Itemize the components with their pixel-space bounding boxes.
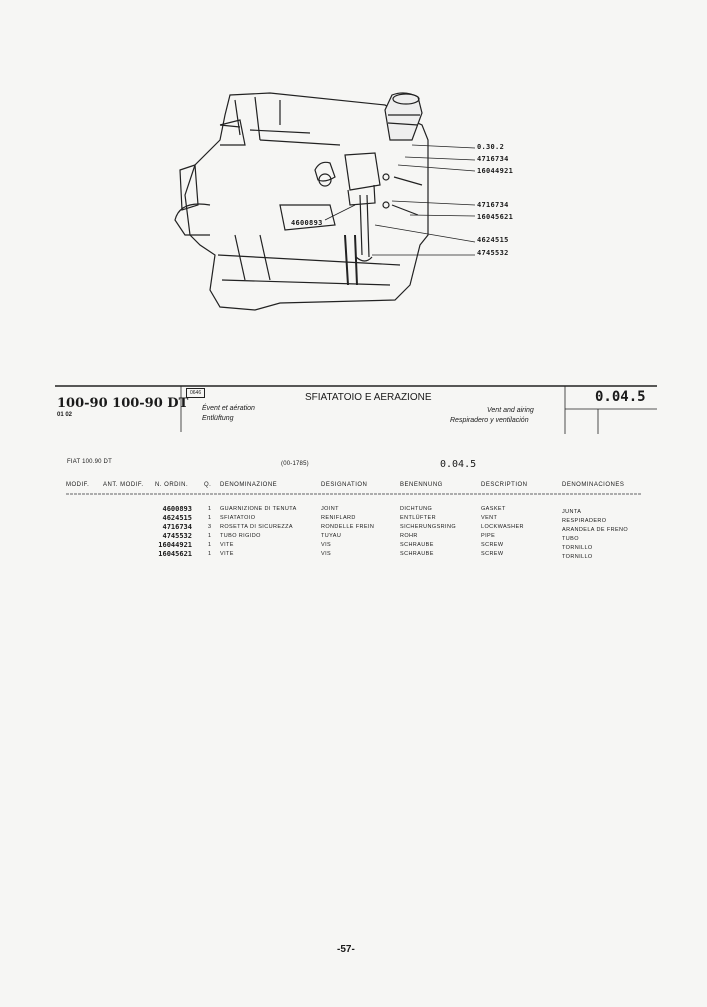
model-title: 100-90 100-90 DT — [57, 396, 189, 411]
desc-en: SCREW — [481, 542, 504, 548]
desc-es: JUNTA — [562, 509, 582, 515]
desc-fr: VIS — [321, 542, 332, 548]
desc-de: DICHTUNG — [400, 506, 433, 512]
desc-en: GASKET — [481, 506, 506, 512]
desc-fr: VIS — [321, 551, 332, 557]
page-number: -57- — [337, 944, 355, 955]
callout-label: 16045621 — [477, 213, 514, 221]
callout-label: 0.30.2 — [477, 143, 505, 151]
qty: 1 — [208, 515, 212, 521]
col-de: BENENNUNG — [400, 482, 443, 488]
page-title: SFIATATOIO E AERAZIONE — [305, 392, 432, 403]
desc-es: TORNILLO — [562, 545, 593, 551]
part-number: 16045621 — [158, 550, 192, 558]
subtitle-es: Respiradero y ventilación — [450, 417, 529, 424]
col-it: DENOMINAZIONE — [220, 482, 278, 488]
desc-en: PIPE — [481, 533, 496, 539]
desc-de: ROHR — [400, 533, 418, 539]
engine-diagram — [160, 85, 480, 325]
qty: 1 — [208, 542, 212, 548]
desc-en: SCREW — [481, 551, 504, 557]
desc-es: RESPIRADERO — [562, 518, 607, 524]
qty: 1 — [208, 551, 212, 557]
col-en: DESCRIPTION — [481, 482, 528, 488]
col-modif: MODIF. — [66, 482, 90, 488]
desc-es: TORNILLO — [562, 554, 593, 560]
col-qty: Q. — [204, 482, 212, 488]
group-ref: 0.04.5 — [440, 459, 477, 470]
col-ant-modif: ANT. MODIF. — [103, 482, 144, 488]
desc-de: SCHRAUBE — [400, 551, 434, 557]
section-code: 0646 — [186, 388, 205, 398]
table-rule — [0, 490, 707, 500]
desc-it: ROSETTA DI SICUREZZA — [220, 524, 293, 530]
callout-label: 4600893 — [291, 219, 323, 227]
subtitle-de: Entlüftung — [202, 415, 234, 422]
col-n-ordin: N. ORDIN. — [155, 482, 189, 488]
callout-label: 4716734 — [477, 201, 509, 209]
callout-label: 4716734 — [477, 155, 509, 163]
subtitle-en: Vent and airing — [487, 407, 534, 414]
desc-de: SICHERUNGSRING — [400, 524, 457, 530]
model-subtitle: 01 02 — [57, 412, 73, 418]
part-number: 4600893 — [162, 505, 192, 513]
desc-fr: TUYAU — [321, 533, 342, 539]
qty: 1 — [208, 506, 212, 512]
desc-it: VITE — [220, 551, 234, 557]
callout-label: 16044921 — [477, 167, 514, 175]
desc-fr: RENIFLARD — [321, 515, 356, 521]
desc-fr: RONDELLE FREIN — [321, 524, 375, 530]
desc-es: TUBO — [562, 536, 579, 542]
desc-es: ARANDELA DE FRENO — [562, 527, 629, 533]
desc-it: VITE — [220, 542, 234, 548]
subtitle-fr: Évent et aération — [202, 405, 255, 412]
desc-it: SFIATATOIO — [220, 515, 256, 521]
part-number: 4624515 — [162, 514, 192, 522]
group-number: 0.04.5 — [595, 389, 646, 405]
col-fr: DESIGNATION — [321, 482, 368, 488]
desc-it: TUBO RIGIDO — [220, 533, 261, 539]
serial-ref: (00-1785) — [281, 461, 309, 467]
desc-de: SCHRAUBE — [400, 542, 434, 548]
callout-label: 4745532 — [477, 249, 509, 257]
part-number: 4745532 — [162, 532, 192, 540]
part-number: 4716734 — [162, 523, 192, 531]
desc-it: GUARNIZIONE DI TENUTA — [220, 506, 297, 512]
part-number: 16044921 — [158, 541, 192, 549]
qty: 1 — [208, 533, 212, 539]
callout-label: 4624515 — [477, 236, 509, 244]
desc-en: LOCKWASHER — [481, 524, 524, 530]
qty: 3 — [208, 524, 212, 530]
desc-de: ENTLÜFTER — [400, 515, 436, 521]
desc-fr: JOINT — [321, 506, 339, 512]
model-line: FIAT 100.90 DT — [67, 459, 112, 465]
desc-en: VENT — [481, 515, 498, 521]
col-es: DENOMINACIONES — [562, 482, 625, 488]
